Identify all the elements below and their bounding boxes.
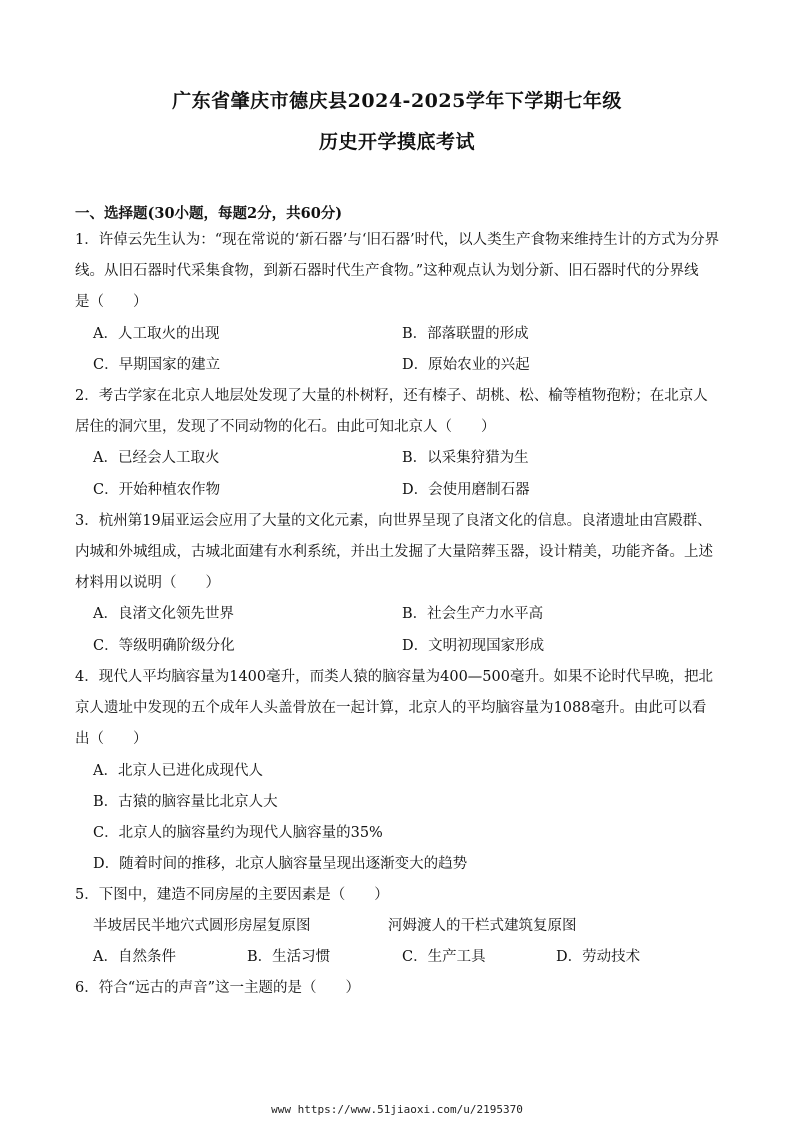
q1-line3: 是（ ）: [75, 294, 148, 310]
q3-option-b: B．社会生产力水平高: [402, 606, 544, 622]
q6-line1: 6．符合“远古的声音”这一主题的是（ ）: [75, 980, 361, 996]
section-heading: 一、选择题(30小题，每题2分，共60分): [75, 205, 343, 222]
q5-option-b: B．生活习惯: [247, 949, 331, 965]
q4-option-c: C．北京人的脑容量约为现代人脑容量的35%: [93, 825, 383, 841]
q2-option-c: C．开始种植农作物: [93, 482, 221, 498]
q4-line3: 出（ ）: [75, 731, 148, 747]
q5-caption-right: 河姆渡人的干栏式建筑复原图: [388, 918, 577, 934]
q4-line1: 4．现代人平均脑容量为1400毫升，而类人猿的脑容量为400—500毫升。如果不论时代早晚，把北: [75, 669, 713, 685]
footer-url: www https://www.51jiaoxi.com/u/2195370: [271, 1103, 523, 1116]
q5-line1: 5．下图中，建造不同房屋的主要因素是（ ）: [75, 887, 389, 903]
q3-option-c: C．等级明确阶级分化: [93, 638, 235, 654]
q1-line2: 线。从旧石器时代采集食物，到新石器时代生产食物。”这种观点认为划分新、旧石器时代的分界线: [75, 263, 699, 279]
q1-option-a: A．人工取火的出现: [93, 326, 220, 342]
q2-line1: 2．考古学家在北京人地层处发现了大量的朴树籽，还有榛子、胡桃、松、榆等植物孢粉；在北京人: [75, 388, 708, 404]
q2-option-b: B．以采集狩猎为生: [402, 450, 529, 466]
q1-option-d: D．原始农业的兴起: [402, 357, 530, 373]
exam-title-line1: 广东省肇庆市德庆县2024-2025学年下学期七年级: [172, 90, 622, 112]
q1-line1: 1．许倬云先生认为：“现在常说的‘新石器’与‘旧石器’时代，以人类生产食物来维持生计的方式为分界: [75, 232, 720, 248]
q3-line1: 3．杭州第19届亚运会应用了大量的文化元素，向世界呈现了良渚文化的信息。良渚遗址由宫殿群、: [75, 513, 712, 529]
q2-option-d: D．会使用磨制石器: [402, 482, 530, 498]
q4-option-a: A．北京人已进化成现代人: [93, 763, 263, 779]
q3-option-a: A．良渚文化领先世界: [93, 606, 234, 622]
q5-option-a: A．自然条件: [93, 949, 176, 965]
q2-line2: 居住的洞穴里，发现了不同动物的化石。由此可知北京人（ ）: [75, 419, 496, 435]
q5-option-d: D．劳动技术: [556, 949, 641, 965]
q2-option-a: A．已经会人工取火: [93, 450, 220, 466]
q1-option-c: C．早期国家的建立: [93, 357, 221, 373]
q1-option-b: B．部落联盟的形成: [402, 326, 529, 342]
q4-option-d: D．随着时间的推移，北京人脑容量呈现出逐渐变大的趋势: [93, 856, 468, 872]
q4-option-b: B．古猿的脑容量比北京人大: [93, 794, 278, 810]
q5-caption-left: 半坡居民半地穴式圆形房屋复原图: [93, 918, 311, 934]
q4-line2: 京人遗址中发现的五个成年人头盖骨放在一起计算，北京人的平均脑容量为1088毫升。由此可以看: [75, 700, 707, 716]
exam-title-line2: 历史开学摸底考试: [318, 131, 475, 153]
q3-option-d: D．文明初现国家形成: [402, 638, 545, 654]
q3-line3: 材料用以说明（ ）: [75, 575, 220, 591]
q5-option-c: C．生产工具: [402, 949, 486, 965]
q3-line2: 内城和外城组成，古城北面建有水利系统，并出土发掘了大量陪葬玉器，设计精美，功能齐备。上述: [75, 544, 713, 560]
